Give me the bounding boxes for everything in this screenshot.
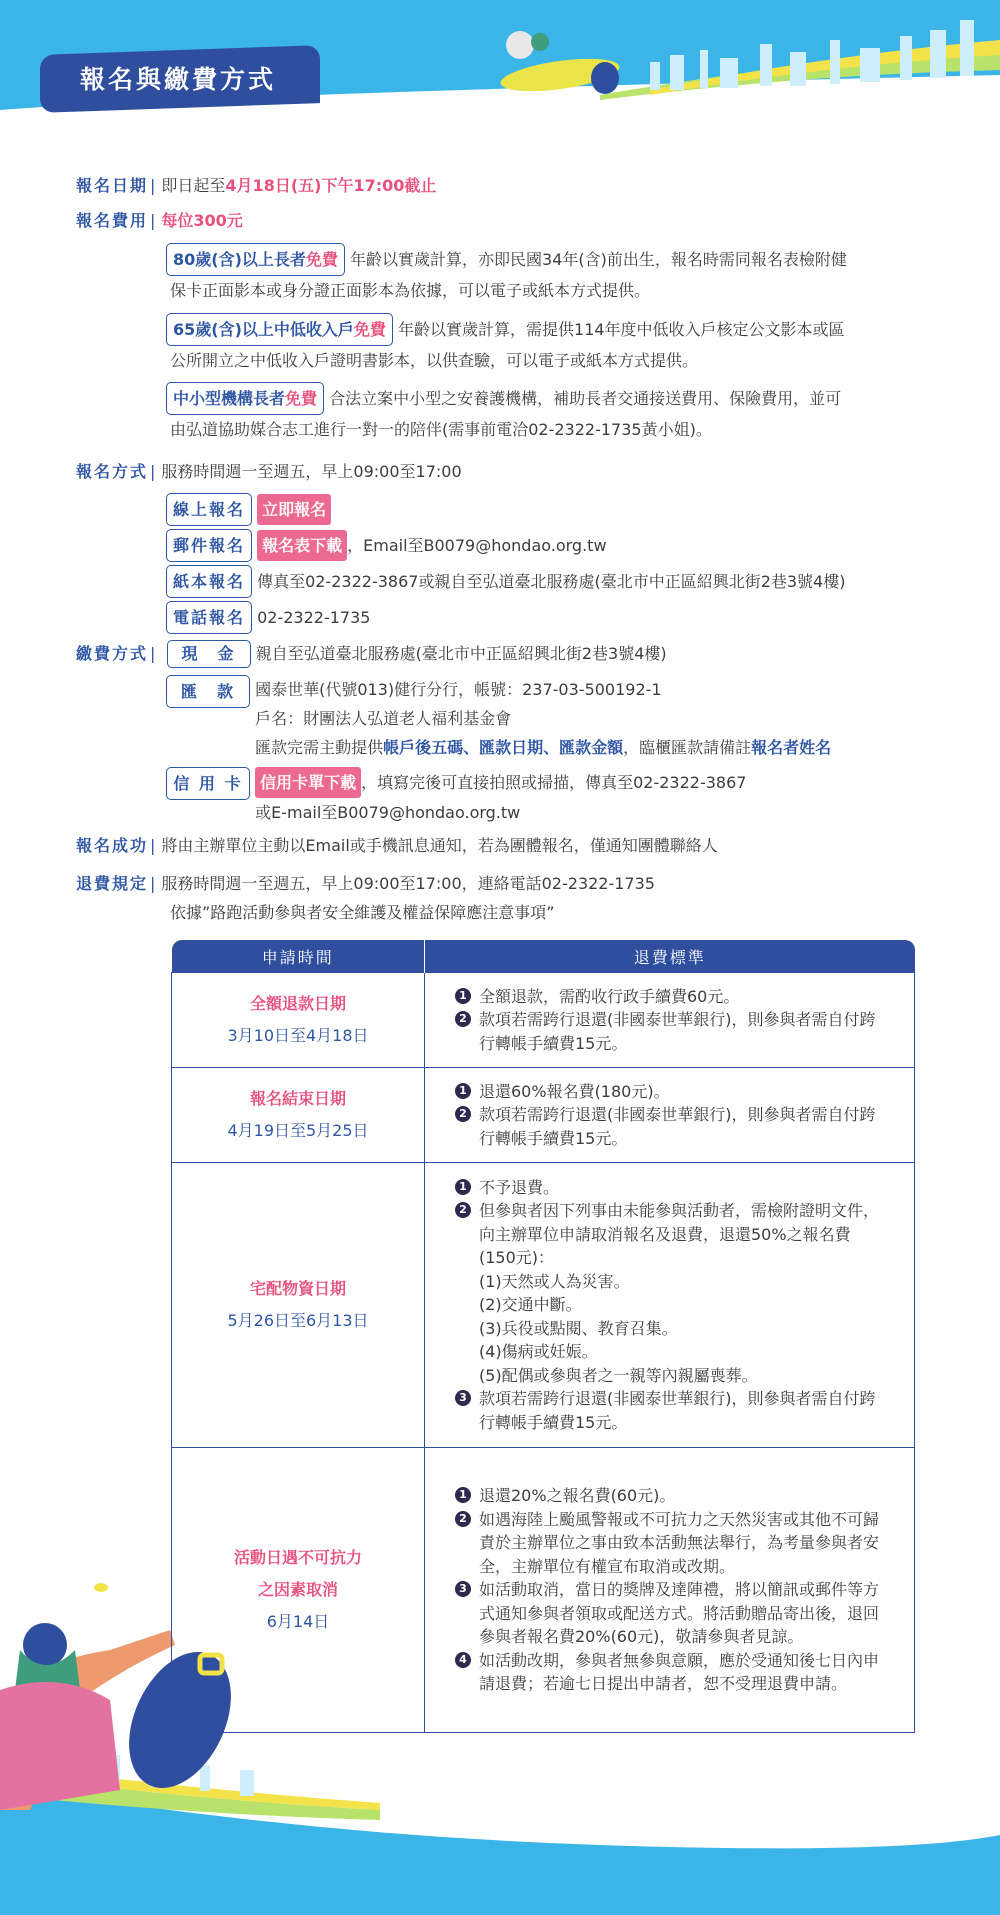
credit-line2: 或E-mail至B0079@hondao.org.tw bbox=[255, 803, 521, 822]
period-title: 宅配物資日期 bbox=[249, 1279, 346, 1298]
phone-registration-row bbox=[166, 601, 956, 634]
transfer-line3-mid: ，臨櫃匯款請備註 bbox=[623, 738, 752, 757]
transfer-line3-highlight2: 報名者姓名 bbox=[751, 738, 832, 757]
table-row bbox=[172, 1163, 915, 1448]
list-item: 2 款項若需跨行退還(非國泰世華銀行)，則參與者需自付跨行轉帳手續費15元。 bbox=[455, 1103, 880, 1150]
mail-registration-label: 郵件報名 bbox=[166, 529, 252, 562]
period-title: 報名結束日期 bbox=[249, 1089, 346, 1108]
online-registration-row bbox=[166, 493, 956, 526]
list-item: 2 但參與者因下列事由未能參與活動者，需檢附證明文件，向主辦單位申請取消報名及退費，退還50%之報名費(150元)： (1)天然或人為災害。 (2)交通中斷。 (3)兵役或點閱、教育召集。 (4)傷病或妊娠。 (5)配偶或參與者之一親等內親屬喪葬。 bbox=[455, 1199, 880, 1387]
exemption-text-line1: 年齡以實歲計算，需提供114年度中低收入戶核定公文影本或區 bbox=[398, 320, 845, 339]
registration-date-label: 報名日期 bbox=[76, 176, 149, 195]
transfer-line2: 戶名：財團法人弘道老人福利基金會 bbox=[255, 709, 512, 728]
exemption-badge: 中小型機構長者免費 bbox=[166, 382, 324, 415]
exemption-badge: 80歲(含)以上長者免費 bbox=[166, 243, 345, 276]
page-title: 報名與繳費方式 bbox=[80, 65, 277, 94]
period-dates: 5月26日至6月13日 bbox=[227, 1311, 369, 1330]
period-title: 全額退款日期 bbox=[249, 994, 346, 1013]
transfer-line1: 國泰世華(代號013)健行分行，帳號：237-03-500192-1 bbox=[255, 680, 662, 699]
refund-line2: 依據”路跑活動參與者安全維護及權益保障應注意事項” bbox=[170, 903, 555, 922]
credit-card-label: 信 用 卡 bbox=[166, 767, 250, 800]
registration-fee-label: 報名費用 bbox=[76, 211, 149, 230]
header-refund-standard: 退費標準 bbox=[425, 940, 915, 973]
list-item: 1 退還20%之報名費(60元)。 bbox=[455, 1484, 880, 1508]
period-dates: 4月19日至5月25日 bbox=[227, 1121, 369, 1140]
exemption-text-line2: 保卡正面影本或身分證正面影本為依據，可以電子或紙本方式提供。 bbox=[170, 281, 651, 300]
period-title: 活動日遇不可抗力 bbox=[233, 1548, 362, 1567]
header-apply-time: 申請時間 bbox=[172, 940, 425, 973]
paper-registration-row bbox=[166, 565, 956, 598]
phone-registration-label: 電話報名 bbox=[166, 601, 252, 634]
exemption-item bbox=[166, 243, 956, 305]
list-item: 3 款項若需跨行退還(非國泰世華銀行)，則參與者需自付跨行轉帳手續費15元。 bbox=[455, 1387, 880, 1434]
transfer-line3-prefix: 匯款完需主動提供 bbox=[255, 738, 384, 757]
mail-registration-row bbox=[166, 529, 956, 562]
register-now-button[interactable]: 立即報名 bbox=[257, 494, 331, 525]
registration-success-row: 報名成功 | 將由主辦單位主動以Email或手機訊息通知，若為團體報名，僅通知團體聯絡人 bbox=[76, 836, 718, 855]
list-item: 1 退還60%報名費(180元)。 bbox=[455, 1080, 880, 1104]
exemption-text-line2: 由弘道協助媒合志工進行一對一的陪伴(需事前電洽02-2322-1735黃小姐)。 bbox=[170, 420, 712, 439]
credit-form-download-button[interactable]: 信用卡單下載 bbox=[255, 767, 361, 798]
transfer-line3-highlight: 帳戶後五碼、匯款日期、匯款金額 bbox=[383, 738, 624, 757]
credit-card-row bbox=[166, 767, 956, 827]
service-hours: 服務時間週一至週五，早上09:00至17:00 bbox=[161, 462, 462, 481]
registration-date-row: 報名日期 | 即日起至4月18日(五)下午17:00截止 bbox=[76, 176, 437, 195]
refund-table bbox=[171, 940, 915, 1733]
period-dates: 3月10日至4月18日 bbox=[227, 1026, 369, 1045]
success-text: 將由主辦單位主動以Email或手機訊息通知，若為團體報名，僅通知團體聯絡人 bbox=[161, 836, 718, 855]
registration-fee-amount: 每位300元 bbox=[161, 211, 243, 230]
payment-method-label: 繳費方式 bbox=[76, 644, 149, 663]
sub-item: (2)交通中斷。 bbox=[479, 1295, 582, 1315]
table-row bbox=[172, 1448, 915, 1733]
registration-fee-row: 報名費用 | 每位300元 bbox=[76, 211, 243, 230]
paper-registration-label: 紙本報名 bbox=[166, 565, 252, 598]
table-row bbox=[172, 973, 915, 1068]
registration-method-row: 報名方式 | 服務時間週一至週五，早上09:00至17:00 bbox=[76, 462, 462, 481]
refund-row: 退費規定 | 服務時間週一至週五，早上09:00至17:00，連絡電話02-2322-1735 依據”路跑活動參與者安全維護及權益保障應注意事項” bbox=[76, 874, 655, 922]
list-item: 4 如活動改期，參與者無參與意願，應於受通知後七日內申請退費；若逾七日提出申請者，恕不受理退費申請。 bbox=[455, 1649, 880, 1696]
exemption-item bbox=[166, 382, 956, 444]
exemption-text-line1: 年齡以實歲計算，亦即民國34年(含)前出生，報名時需同報名表檢附健 bbox=[350, 250, 847, 269]
yellow-dot bbox=[94, 1583, 108, 1592]
list-item: 2 款項若需跨行退還(非國泰世華銀行)，則參與者需自付跨行轉帳手續費15元。 bbox=[455, 1008, 880, 1055]
mail-registration-text: ，Email至B0079@hondao.org.tw bbox=[347, 536, 607, 555]
exemption-badge: 65歲(含)以上中低收入戶免費 bbox=[166, 313, 393, 346]
exemption-item bbox=[166, 313, 956, 375]
success-label: 報名成功 bbox=[76, 836, 149, 855]
transfer-label: 匯 款 bbox=[166, 675, 250, 708]
period-dates: 6月14日 bbox=[266, 1612, 330, 1631]
sub-item: (5)配偶或參與者之一親等內親屬喪葬。 bbox=[479, 1365, 758, 1385]
list-item: 2 如遇海陸上颱風警報或不可抗力之天然災害或其他不可歸責於主辦單位之事由致本活動無法舉行，為考量參與者安全，主辦單位有權宣布取消或改期。 bbox=[455, 1508, 880, 1579]
transfer-row bbox=[166, 675, 956, 762]
list-item: 1 不予退費。 bbox=[455, 1176, 880, 1200]
cash-text: 親自至弘道臺北服務處(臺北市中正區紹興北街2巷3號4樓) bbox=[255, 644, 667, 663]
registration-date-prefix: 即日起至 bbox=[161, 176, 226, 195]
payment-method-row: 繳費方式 | 現 金 親自至弘道臺北服務處(臺北市中正區紹興北街2巷3號4樓) bbox=[76, 640, 970, 668]
list-item: 1 全額退款，需酌收行政手續費60元。 bbox=[455, 985, 880, 1009]
period-title-line2: 之因素取消 bbox=[257, 1580, 338, 1599]
sub-item: (4)傷病或妊娠。 bbox=[479, 1342, 598, 1362]
table-row bbox=[172, 1068, 915, 1163]
phone-registration-text: 02-2322-1735 bbox=[257, 608, 371, 627]
sub-item: (1)天然或人為災害。 bbox=[479, 1271, 630, 1291]
refund-label: 退費規定 bbox=[76, 874, 149, 893]
list-item: 3 如活動取消，當日的獎牌及達陣禮，將以簡訊或郵件等方式通知參與者領取或配送方式。將活動贈品寄出後，退回參與者報名費20%(60元)，敬請參與者見諒。 bbox=[455, 1578, 880, 1649]
online-registration-label: 線上報名 bbox=[166, 493, 252, 526]
table-header-row bbox=[172, 940, 915, 973]
registration-deadline: 4月18日(五)下午17:00截止 bbox=[225, 176, 437, 195]
cash-label: 現 金 bbox=[167, 640, 251, 668]
refund-line1: 服務時間週一至週五，早上09:00至17:00，連絡電話02-2322-1735 bbox=[161, 874, 655, 893]
sub-item: (3)兵役或點閱、教育召集。 bbox=[479, 1318, 678, 1338]
credit-line1: ，填寫完後可直接拍照或掃描，傳真至02-2322-3867 bbox=[361, 773, 747, 792]
exemption-text-line2: 公所開立之中低收入戶證明書影本，以供查驗，可以電子或紙本方式提供。 bbox=[170, 351, 699, 370]
exemption-text-line1: 合法立案中小型之安養護機構，補助長者交通接送費用、保險費用，並可 bbox=[329, 389, 842, 408]
paper-registration-text: 傳真至02-2322-3867或親自至弘道臺北服務處(臺北市中正區紹興北街2巷3號4樓) bbox=[257, 572, 846, 591]
registration-method-label: 報名方式 bbox=[76, 462, 149, 481]
form-download-button[interactable]: 報名表下載 bbox=[257, 530, 347, 561]
